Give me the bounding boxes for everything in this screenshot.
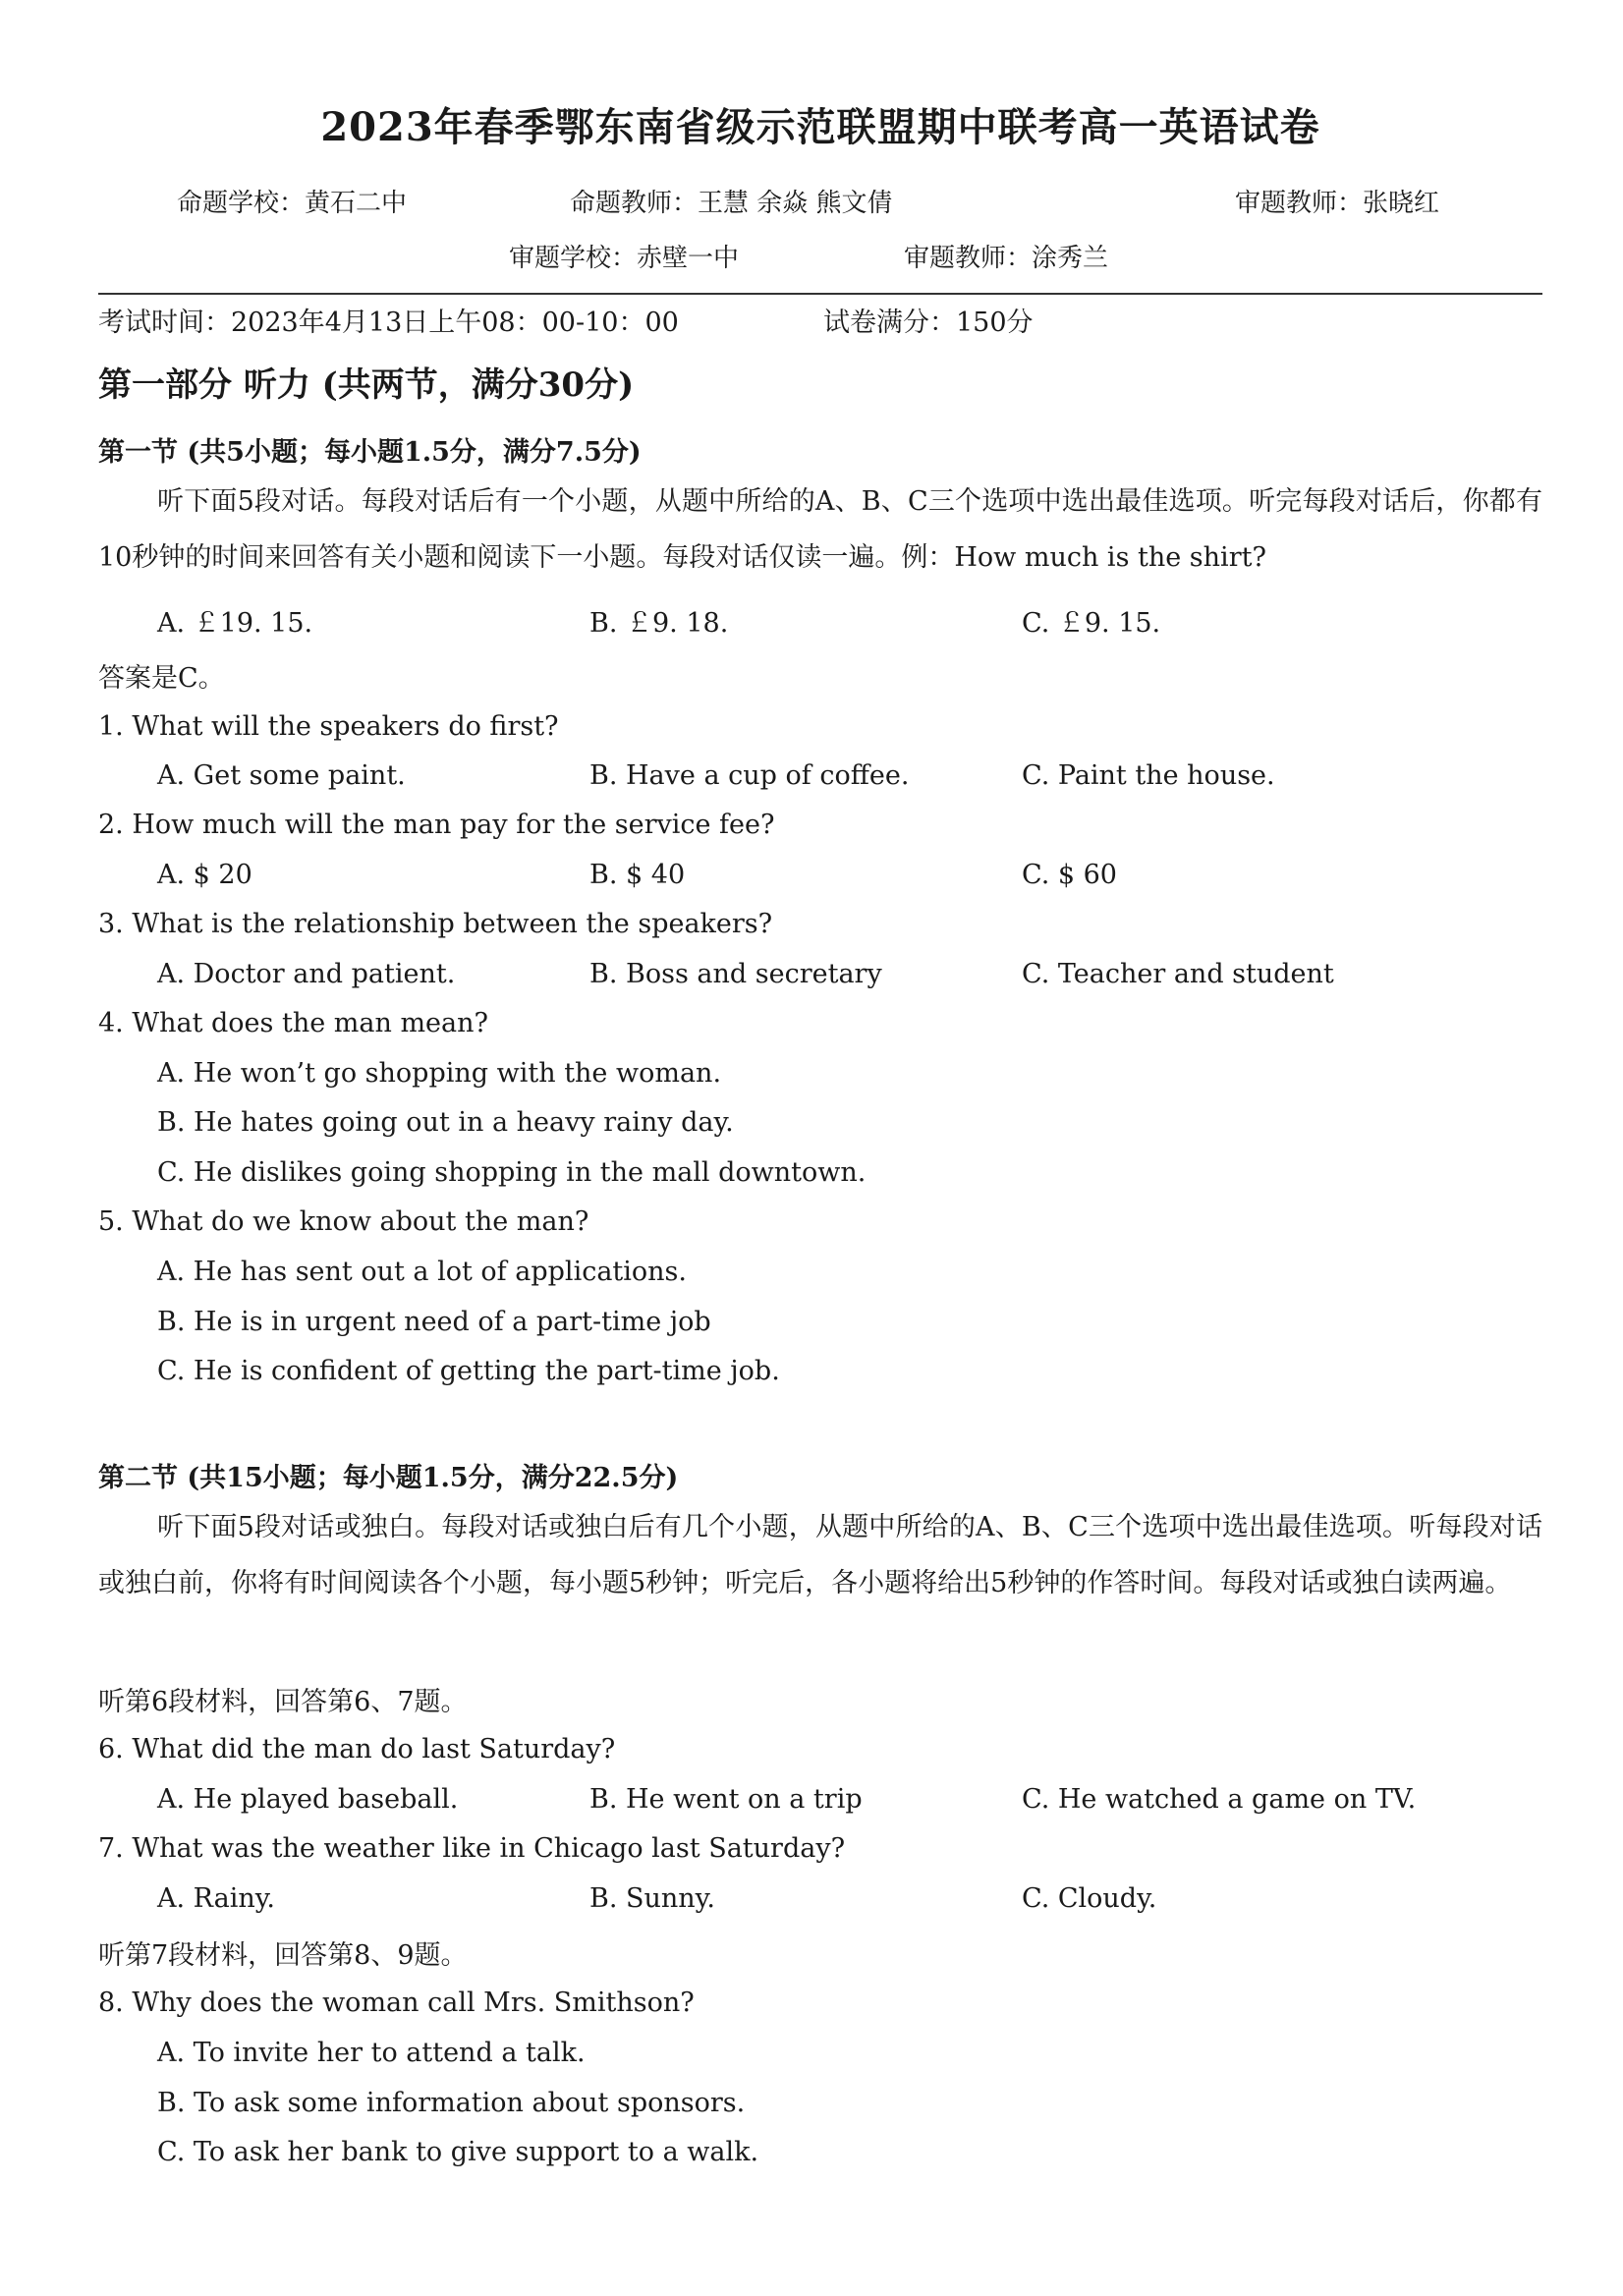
review-teacher-1: 审题教师：张晓红 — [1235, 189, 1440, 218]
example-answer: 答案是C。 — [98, 663, 225, 694]
question-6: 6. What did the man do last Saturday? — [98, 1734, 616, 1764]
q2-option-a: A. $ 20 — [157, 860, 252, 890]
example-option-c: C. ￡9. 15. — [1022, 608, 1161, 639]
question-7: 7. What was the weather like in Chicago last Saturday? — [98, 1833, 846, 1864]
q7-option-a: A. Rainy. — [157, 1883, 275, 1914]
q6-option-a: A. He played baseball. — [157, 1784, 459, 1815]
q4-option-c: C. He dislikes going shopping in the mall downtown. — [157, 1157, 867, 1188]
q2-option-b: B. $ 40 — [589, 860, 686, 890]
question-1: 1. What will the speakers do first? — [98, 711, 559, 742]
full-score: 试卷满分：150分 — [823, 308, 1034, 338]
proposing-teachers: 命题教师：王慧 余焱 熊文倩 — [570, 189, 893, 218]
exam-time: 考试时间：2023年4月13日上午08：00-10：00 — [98, 308, 679, 338]
review-school: 审题学校：赤壁一中 — [509, 244, 740, 273]
q1-option-b: B. Have a cup of coffee. — [589, 760, 910, 791]
q8-option-b: B. To ask some information about sponsors. — [157, 2088, 746, 2118]
part1-heading: 第一部分 听力 (共两节，满分30分) — [98, 365, 635, 405]
example-option-a: A. ￡19. 15. — [157, 608, 313, 639]
section2-heading: 第二节 (共15小题；每小题1.5分，满分22.5分) — [98, 1463, 679, 1493]
q8-option-a: A. To invite her to attend a talk. — [157, 2038, 586, 2068]
exam-title: 2023年春季鄂东南省级示范联盟期中联考高一英语试卷 — [320, 104, 1320, 150]
question-8: 8. Why does the woman call Mrs. Smithson? — [98, 1988, 695, 2018]
q6-option-b: B. He went on a trip — [589, 1784, 863, 1815]
question-2: 2. How much will the man pay for the service fee? — [98, 810, 775, 840]
q3-option-b: B. Boss and secretary — [589, 959, 882, 989]
section2-instructions: 听下面5段对话或独白。每段对话或独白后有几个小题，从题中所给的A、B、C三个选项中选出最佳选项。听每段对话或独白前，你将有时间阅读各个小题，每小题5秒钟；听完后，各小题将给出5秒钟的作答时间。每段对话或独白读两遍。 — [98, 1512, 1542, 1598]
q2-option-c: C. $ 60 — [1022, 860, 1117, 890]
material-7-note: 听第7段材料，回答第8、9题。 — [98, 1940, 468, 1971]
section1-instructions: 听下面5段对话。每段对话后有一个小题，从题中所给的A、B、C三个选项中选出最佳选项。听完每段对话后，你都有10秒钟的时间来回答有关小题和阅读下一小题。每段对话仅读一遍。例：How much is the shirt? — [98, 486, 1542, 573]
q8-option-c: C. To ask her bank to give support to a walk. — [157, 2137, 759, 2167]
question-5: 5. What do we know about the man? — [98, 1206, 589, 1237]
review-teacher-2: 审题教师：涂秀兰 — [904, 244, 1109, 273]
proposing-school: 命题学校：黄石二中 — [177, 189, 408, 218]
q5-option-b: B. He is in urgent need of a part-time job — [157, 1307, 711, 1337]
q6-option-c: C. He watched a game on TV. — [1022, 1784, 1417, 1815]
q7-option-c: C. Cloudy. — [1022, 1883, 1157, 1914]
question-4: 4. What does the man mean? — [98, 1008, 488, 1038]
q1-option-c: C. Paint the house. — [1022, 760, 1275, 791]
q1-option-a: A. Get some paint. — [157, 760, 406, 791]
q4-option-a: A. He won’t go shopping with the woman. — [157, 1058, 722, 1089]
q3-option-c: C. Teacher and student — [1022, 959, 1334, 989]
header-divider — [98, 293, 1542, 295]
section1-heading: 第一节 (共5小题；每小题1.5分，满分7.5分) — [98, 437, 642, 468]
question-3: 3. What is the relationship between the speakers? — [98, 909, 773, 939]
example-option-b: B. ￡9. 18. — [589, 608, 729, 639]
q3-option-a: A. Doctor and patient. — [157, 959, 456, 989]
q4-option-b: B. He hates going out in a heavy rainy day. — [157, 1107, 734, 1138]
q7-option-b: B. Sunny. — [589, 1883, 715, 1914]
q5-option-a: A. He has sent out a lot of applications. — [157, 1257, 687, 1287]
material-6-note: 听第6段材料，回答第6、7题。 — [98, 1687, 468, 1717]
exam-page — [98, 0, 1542, 2296]
q5-option-c: C. He is confident of getting the part-time job. — [157, 1356, 780, 1386]
